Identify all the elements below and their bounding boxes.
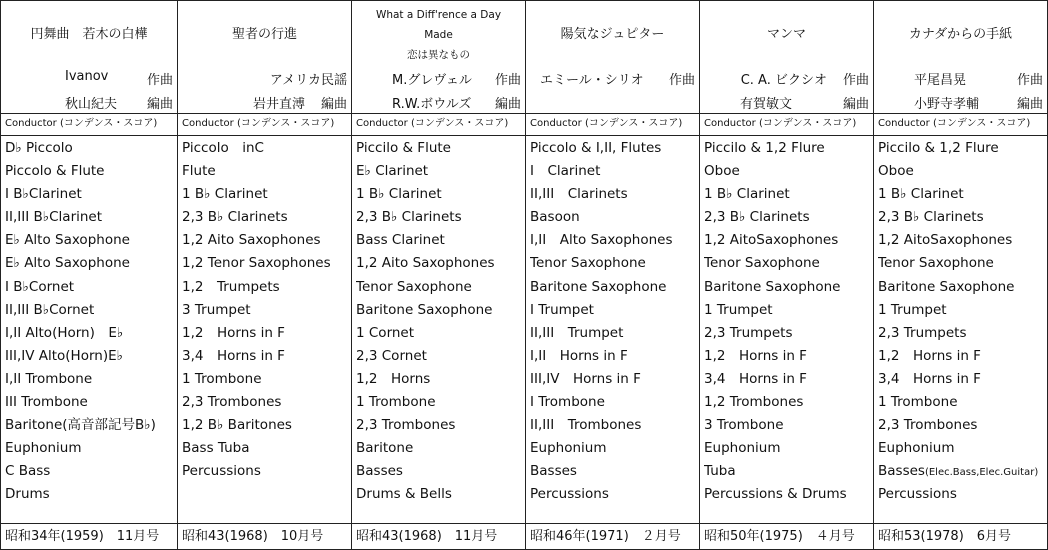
part-item: Basoon — [530, 209, 580, 226]
column-waltz — [1, 1, 177, 549]
part-item: II,III B♭Cornet — [5, 301, 95, 318]
part-item: 1 B♭ Clarinet — [704, 186, 790, 203]
part-item: 2,3 Trombones — [878, 417, 978, 434]
composer-credit — [356, 69, 521, 88]
part-item: 3 Trumpet — [182, 301, 251, 318]
parts-list — [530, 137, 697, 507]
part-item: 1,2 AitoSaxophones — [704, 232, 839, 249]
arranger-name: 小野寺孝輔 — [914, 97, 980, 112]
part-item: 1,2 Horns in F — [182, 324, 285, 341]
part-item: Percussions — [878, 486, 957, 503]
title-line: 恋は異なもの — [407, 49, 470, 61]
part-item: III,IV Alto(Horn)E♭ — [5, 347, 123, 364]
column-jupiter — [525, 1, 699, 549]
part-item: E♭ Clarinet — [356, 163, 429, 180]
issue-date: 昭和43(1968) 10月号 — [178, 523, 351, 550]
part-item: Euphonium — [530, 440, 607, 457]
part-item: Baritone Saxophone — [878, 278, 1015, 295]
part-item: D♭ Piccolo — [5, 140, 73, 156]
column-header — [874, 1, 1047, 114]
part-item: II,III Trumpet — [530, 324, 624, 341]
part-item: 2,3 Trumpets — [704, 324, 793, 341]
part-item: Euphonium — [704, 440, 781, 457]
column-what-a-difference — [351, 1, 525, 549]
part-item: Piccolo inC — [182, 140, 264, 156]
composer-name: C. A. ビクシオ — [740, 73, 827, 88]
part-item: 2,3 Trumpets — [878, 324, 967, 341]
part-item: 1,2 Horns — [356, 370, 431, 387]
piece-title: カナダからの手紙 — [908, 27, 1013, 42]
part-item: 3 Trombone — [704, 417, 784, 434]
part-name: Basses — [878, 463, 925, 480]
part-item: I Trombone — [530, 394, 605, 411]
part-item: 2,3 B♭ Clarinets — [356, 209, 462, 226]
part-item: I,II Trombone — [5, 370, 93, 387]
part-item: 1,2 Aito Saxophones — [182, 232, 321, 249]
column-header — [178, 1, 351, 114]
part-item: 1 Trombone — [878, 394, 958, 411]
arranger-credit — [356, 93, 521, 112]
conductor-score-label: Conductor (コンデンス・スコア) — [1, 113, 177, 136]
part-item: E♭ Alto Saxophone — [5, 255, 130, 272]
parts-list — [5, 137, 175, 507]
composer-credit — [5, 69, 173, 88]
part-item: 1,2 Trumpets — [182, 278, 280, 295]
part-item: Tenor Saxophone — [704, 255, 820, 272]
part-item: III Trombone — [5, 394, 88, 411]
part-item: Flute — [182, 163, 216, 180]
part-item: Basses — [356, 463, 403, 480]
part-item: 1,2 Horns in F — [878, 347, 981, 364]
part-item: Euphonium — [878, 440, 955, 457]
part-item: Tuba — [704, 463, 736, 480]
conductor-score-label: Conductor (コンデンス・スコア) — [874, 113, 1047, 136]
part-item: Tenor Saxophone — [530, 255, 646, 272]
parts-list — [356, 137, 523, 507]
part-item: E♭ Alto Saxophone — [5, 232, 130, 249]
part-item: Bass Clarinet — [356, 232, 445, 249]
issue-date: 昭和43(1968) 11月号 — [352, 523, 525, 550]
part-item: 1 B♭ Clarinet — [182, 186, 268, 203]
part-item: Drums — [5, 486, 50, 503]
composer-credit — [530, 69, 695, 88]
part-item: 1 Trumpet — [704, 301, 773, 318]
column-letter-from-canada — [873, 1, 1047, 549]
parts-list — [182, 137, 349, 483]
part-item: 1 Trombone — [356, 394, 436, 411]
composer-credit — [704, 69, 869, 88]
part-item: Tenor Saxophone — [878, 255, 994, 272]
composer-role: 作曲 — [146, 73, 173, 88]
piece-title: 陽気なジュピター — [560, 27, 665, 42]
issue-date: 昭和50年(1975) ４月号 — [700, 523, 873, 550]
part-item: 2,3 Cornet — [356, 347, 427, 364]
part-item: Piccilo & 1,2 Flure — [878, 140, 999, 156]
piece-title: マンマ — [766, 27, 806, 42]
arranger-role: 編曲 — [842, 97, 869, 112]
arranger-name: 岩井直溥 — [252, 97, 305, 112]
part-item: Percussions — [182, 463, 261, 480]
part-item: 1,2 Aito Saxophones — [356, 255, 495, 272]
arranger-credit — [878, 93, 1043, 112]
part-item: Piccolo & I,II, Flutes — [530, 140, 662, 156]
part-item: I,II Alto Saxophones — [530, 232, 673, 249]
part-item: III,IV Horns in F — [530, 370, 641, 387]
part-item: Basses — [530, 463, 577, 480]
part-item: 1 B♭ Clarinet — [356, 186, 442, 203]
part-item: Piccolo & Flute — [5, 163, 105, 180]
part-item: Oboe — [704, 163, 740, 180]
composer-name: 平尾昌晃 — [914, 73, 967, 88]
arranger-credit — [5, 93, 173, 112]
part-item: 1 Trumpet — [878, 301, 947, 318]
part-item: II,III B♭Clarinet — [5, 209, 103, 226]
conductor-score-label: Conductor (コンデンス・スコア) — [178, 113, 351, 136]
composer-role: 作曲 — [1016, 73, 1043, 88]
part-item: I Trumpet — [530, 301, 594, 318]
part-item: I Clarinet — [530, 163, 601, 180]
composer-role: 作曲 — [494, 73, 521, 88]
column-header — [352, 1, 525, 114]
part-item: Euphonium — [5, 440, 82, 457]
part-item: Baritone Saxophone — [356, 301, 493, 318]
arranger-role: 編曲 — [146, 97, 173, 112]
arranger-role: 編曲 — [1016, 97, 1043, 112]
arranger-credit — [182, 93, 347, 112]
column-header — [700, 1, 873, 114]
parts-list — [878, 137, 1045, 507]
part-item: I,II Alto(Horn) E♭ — [5, 324, 124, 341]
part-item: 2,3 Trombones — [356, 417, 456, 434]
column-header — [1, 1, 177, 114]
part-item: I B♭Cornet — [5, 278, 75, 295]
conductor-score-label: Conductor (コンデンス・スコア) — [352, 113, 525, 136]
column-mamma — [699, 1, 873, 549]
part-item: Baritone(高音部記号B♭) — [5, 417, 156, 434]
part-item: 1 B♭ Clarinet — [878, 186, 964, 203]
arranger-name: 秋山紀夫 — [65, 97, 118, 112]
composer-name: Ivanov — [65, 69, 109, 84]
composer-name: エミール・シリオ — [540, 73, 644, 88]
conductor-score-label: Conductor (コンデンス・スコア) — [700, 113, 873, 136]
issue-date: 昭和34年(1959) 11月号 — [1, 523, 177, 550]
arranger-role: 編曲 — [320, 97, 347, 112]
column-saints — [177, 1, 351, 549]
part-item: Ⅰ B♭Clarinet — [5, 186, 82, 203]
part-item: II,III Clarinets — [530, 186, 628, 203]
part-item: Baritone Saxophone — [530, 278, 667, 295]
part-item: 1,2 Tenor Saxophones — [182, 255, 331, 272]
title-line: Made — [424, 29, 453, 41]
issue-date: 昭和53(1978) 6月号 — [874, 523, 1047, 550]
column-header — [526, 1, 699, 114]
part-item: 1 Trombone — [182, 370, 262, 387]
piece-title — [352, 5, 525, 65]
part-item: 2,3 Trombones — [182, 394, 282, 411]
composer-role: 作曲 — [668, 73, 695, 88]
composer-credit — [878, 69, 1043, 88]
part-item: I,II Horns in F — [530, 347, 628, 364]
composer-credit — [182, 69, 347, 88]
composer-role: 作曲 — [842, 73, 869, 88]
part-item: Percussions — [530, 486, 609, 503]
part-item — [878, 460, 1045, 483]
part-item: 2,3 B♭ Clarinets — [704, 209, 810, 226]
arranger-credit — [704, 93, 869, 112]
arranger-name: R.W.ボウルズ — [392, 97, 472, 112]
part-item: 2,3 B♭ Clarinets — [878, 209, 984, 226]
part-item: Drums & Bells — [356, 486, 452, 503]
part-item: 1,2 B♭ Baritones — [182, 417, 292, 434]
part-item: Tenor Saxophone — [356, 278, 472, 295]
title-line: What a Diff'rence a Day — [375, 9, 502, 21]
issue-date: 昭和46年(1971) ２月号 — [526, 523, 699, 550]
part-item: Baritone — [356, 440, 414, 457]
part-item: Piccilo & 1,2 Flure — [704, 140, 825, 156]
part-item: Piccilo & Flute — [356, 140, 451, 156]
part-item: Bass Tuba — [182, 440, 250, 457]
parts-list — [704, 137, 871, 507]
part-item: 1 Cornet — [356, 324, 415, 341]
part-item: 1,2 AitoSaxophones — [878, 232, 1013, 249]
piece-title: 円舞曲 若木の白樺 — [30, 27, 148, 42]
arranger-role: 編曲 — [494, 97, 521, 112]
piece-title: 聖者の行進 — [231, 27, 297, 42]
part-item: Percussions & Drums — [704, 486, 847, 503]
part-item: II,III Trombones — [530, 417, 642, 434]
part-item: Baritone Saxophone — [704, 278, 841, 295]
part-item: 1,2 Horns in F — [704, 347, 807, 364]
composer-name: アメリカ民謡 — [269, 73, 347, 88]
part-item: 3,4 Horns in F — [182, 347, 285, 364]
conductor-score-label: Conductor (コンデンス・スコア) — [526, 113, 699, 136]
part-item: 3,4 Horns in F — [704, 370, 807, 387]
part-item: 1,2 Trombones — [704, 394, 804, 411]
arranger-name: 有賀敏文 — [740, 97, 793, 112]
part-item: 3,4 Horns in F — [878, 370, 981, 387]
part-note: (Elec.Bass,Elec.Guitar) — [924, 467, 1039, 479]
composer-name: M.グレヴェル — [392, 73, 472, 88]
part-item: C Bass — [5, 463, 51, 480]
part-item: 2,3 B♭ Clarinets — [182, 209, 288, 226]
part-item: Oboe — [878, 163, 914, 180]
